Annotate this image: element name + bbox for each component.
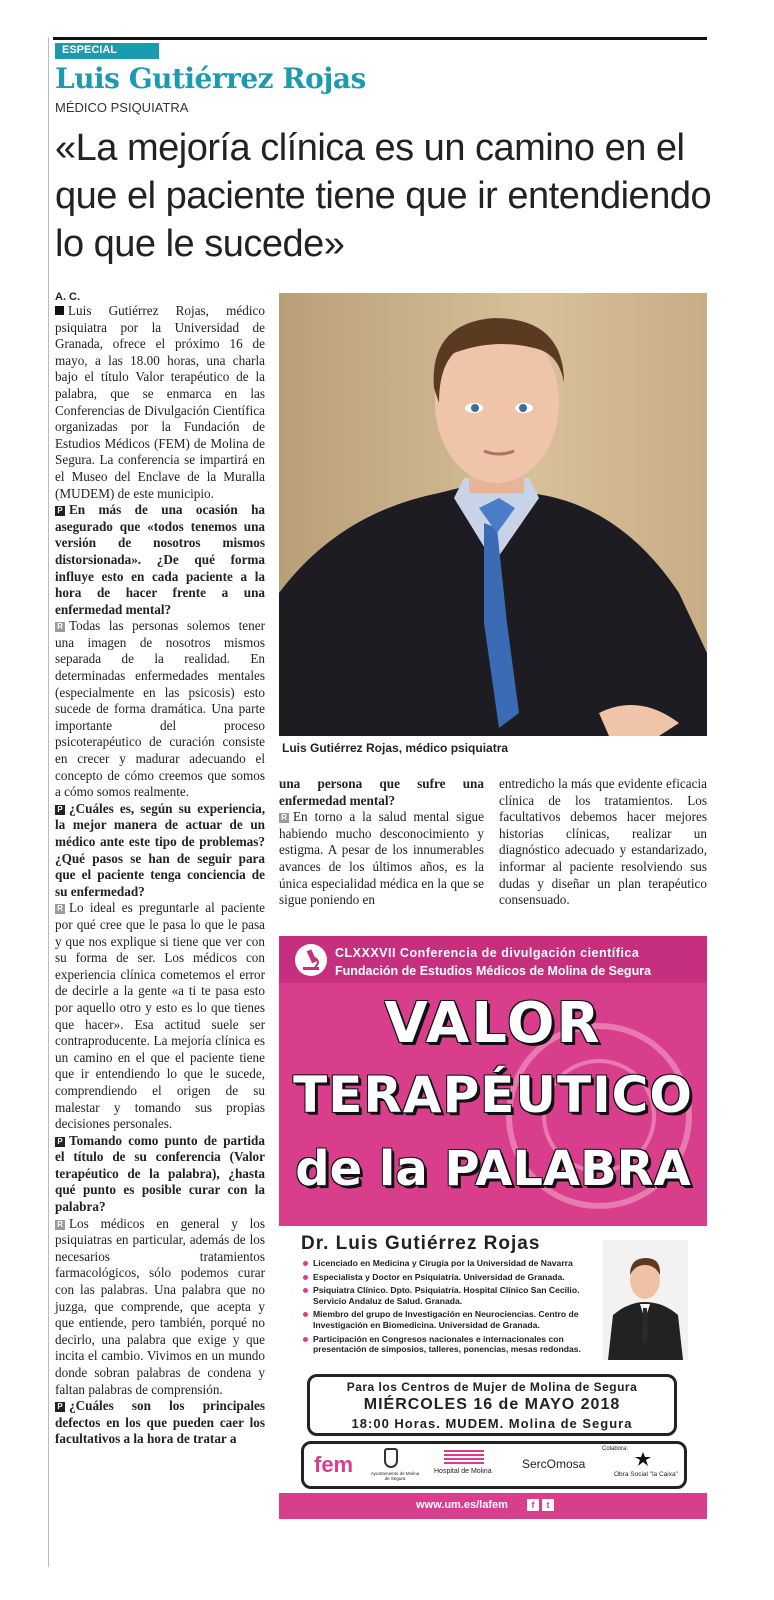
intro-paragraph: Luis Gutiérrez Rojas, médico psiquiatra por la Universidad de Granada, ofrece el próximo 16 de mayo, a las 18.00 horas, una charla bajo el título Valor terapéutico de la palabra, que se enmarca en las Conferencias de Divulgación Científica organizadas por la Fundación de Estudios Médicos (FEM) de Molina de Segura. La conferencia se impartirá en el Museo del Enclave de la Muralla (MUDEM) de este municipio. xyxy=(55,303,265,501)
fem-logo: fem xyxy=(314,1452,354,1477)
interviewee-role: MÉDICO PSIQUIATRA xyxy=(55,100,189,115)
sercomosa-logo: SercOmosa xyxy=(522,1457,586,1471)
section-tag: ESPECIAL xyxy=(55,43,159,59)
question-1: P En más de una ocasión ha asegurado que «todos tenemos una versión de nosotros mismos distorsionada». ¿De qué forma influye esto en cada paciente a la hora de hacer frente a una enfermedad mental? xyxy=(55,502,265,617)
poster-foundation: Fundación de Estudios Médicos de Molina de Segura xyxy=(335,964,652,978)
article-column-3 xyxy=(499,776,707,909)
question-2: P ¿Cuáles es, según su experiencia, la mejor manera de actuar de un médico ante este tipo de problemas? ¿Qué pasos se han de seguir para que el paciente tenga conciencia de su enfermedad? xyxy=(55,800,265,899)
portrait-illustration xyxy=(279,293,707,736)
poster-date: MIÉRCOLES 16 de MAYO 2018 xyxy=(363,1396,621,1413)
microscope-icon xyxy=(295,944,327,976)
poster-doctor-photo xyxy=(603,1240,688,1360)
facebook-icon: f xyxy=(527,1499,539,1511)
poster-title-line-1: VALOR xyxy=(384,991,602,1056)
answer-3: R Los médicos en general y los psiquiatras en particular, además de los necesarios tratamientos farmacológicos, sólo podemos curar con las palabras. Una palabra que no juzga, que comprende, que acepta y que entiende, pero también, porqué no decirlo, una palabra que exige y que incita el cambio. Vivimos en un mundo donde sobran palabras de condena y faltan palabras de comprensión. xyxy=(55,1215,265,1397)
caixa-logo: Obra Social "la Caixa" xyxy=(614,1471,678,1478)
credential-item: Participación en Congresos nacionales e internacionales con presentación de simposios, talleres, ponencias, mesas redondas. xyxy=(301,1334,601,1355)
poster-credentials xyxy=(301,1258,601,1358)
interviewee-name: Luis Gutiérrez Rojas xyxy=(55,62,366,95)
headline: «La mejoría clínica es un camino en el que el paciente tiene que ir entendiendo lo que le sucede» xyxy=(55,127,712,265)
poster-footer xyxy=(279,1493,707,1519)
poster-title-line-3: de la PALABRA xyxy=(295,1141,691,1197)
caixa-star-icon xyxy=(634,1452,652,1466)
ayuntamiento-logo: Ayuntamiento de Molina de Segura xyxy=(370,1471,420,1481)
credential-item: Especialista y Doctor en Psiquiatría. Universidad de Granada. xyxy=(301,1272,601,1283)
poster-audience: Para los Centros de Mujer de Molina de Segura xyxy=(346,1380,638,1394)
question-4-continued: una persona que sufre una enfermedad mental? xyxy=(279,776,484,808)
answer-4-part-2: entredicho la más que evidente eficacia clínica de los tratamientos. Los facultativos debemos hacer mejores historias clínicas, realizar un diagnóstico adecuado y estandarizado, informar al paciente resolviendo sus dudas y diseñar un plan terapéutico consensuado. xyxy=(499,776,707,908)
question-marker-icon: P xyxy=(55,506,65,516)
question-marker-icon: P xyxy=(55,1402,65,1412)
poster-schedule-box xyxy=(307,1374,677,1436)
answer-marker-icon: R xyxy=(55,904,65,914)
poster-sponsor-logos xyxy=(301,1441,687,1489)
poster-header xyxy=(279,936,707,983)
answer-1: R Todas las personas solemos tener una imagen de nosotros mismos separada de la realidad. En determinadas enfermedades mentales (especialmente en las psicosis) esto sucede de forma dramática. Una parte importante del proceso psicoterapéutico de curación consiste en crecer y madurar adecuando el concepto de cómo creemos que somos a cómo somos realmente. xyxy=(55,618,265,800)
poster-url: www.um.es/lafem xyxy=(416,1499,508,1511)
poster-conference-number: CLXXXVII Conferencia de divulgación científica xyxy=(335,946,640,960)
paragraph-square-icon xyxy=(55,306,64,315)
question-marker-icon: P xyxy=(55,805,65,815)
credential-item: Psiquiatra Clínico. Dpto. Psiquiatría. Hospital Clínico San Cecilio. Servicio Andaluz de Salud. Granada. xyxy=(301,1285,601,1306)
left-column-rule xyxy=(48,37,49,1567)
answer-marker-icon: R xyxy=(55,622,65,632)
poster-doctor-name: Dr. Luis Gutiérrez Rojas xyxy=(301,1233,541,1254)
answer-2: R Lo ideal es preguntarle al paciente por qué cree que le pasa lo que le pasa y que nos explique si tiene que ver con su forma de ser. Los médicos con experiencia clínica cometemos el error de decirle a la gente «a ti te pasa esto por aquello otro y esto es lo que tienes que hacer». Esa actitud suele ser contraproducente. La mejoría clínica es un camino en el que el paciente tiene que ir entendiendo lo que le sucede, comprendiendo el origen de su malestar y tomando sus propias decisiones personales. xyxy=(55,900,265,1132)
byline: A. C. xyxy=(55,291,81,303)
poster-title-line-2: TERAPÉUTICO xyxy=(293,1066,693,1124)
question-marker-icon: P xyxy=(55,1137,65,1147)
photo-caption: Luis Gutiérrez Rojas, médico psiquiatra xyxy=(282,741,509,755)
answer-4-part-1: R En torno a la salud mental sigue habiendo mucho desconocimiento y estigma. A pesar de los innumerables avances de los últimos años, es la única especialidad médica en la que se sigue poniendo en xyxy=(279,809,484,908)
poster-time-place: 18:00 Horas. MUDEM. Molina de Segura xyxy=(351,1416,633,1431)
colabora-label: Colabora: xyxy=(602,1446,629,1452)
twitter-icon: t xyxy=(542,1499,554,1511)
portrait-photo xyxy=(279,293,707,736)
hospital-logo: Hospital de Molina xyxy=(434,1468,492,1475)
answer-marker-icon: R xyxy=(279,813,289,823)
credential-item: Miembro del grupo de Investigación en Neurociencias. Centro de Investigación en Biomedicina. Universidad de Granada. xyxy=(301,1309,601,1330)
top-rule xyxy=(53,37,707,40)
question-4: P ¿Cuáles son los principales defectos en los que pueden caer los facultativos a la hora de tratar a xyxy=(55,1398,265,1447)
credential-item: Licenciado en Medicina y Cirugía por la Universidad de Navarra xyxy=(301,1258,601,1269)
answer-marker-icon: R xyxy=(55,1220,65,1230)
coat-of-arms-icon xyxy=(384,1448,398,1468)
hospital-logo-icon xyxy=(444,1450,484,1464)
conference-poster xyxy=(279,936,707,1519)
article-column-1 xyxy=(55,291,265,1448)
question-3: P Tomando como punto de partida el título de su conferencia (Valor terapéutico de la palabra), ¿hasta qué punto es posible curar con la palabra? xyxy=(55,1132,265,1215)
article-column-2 xyxy=(279,776,484,909)
